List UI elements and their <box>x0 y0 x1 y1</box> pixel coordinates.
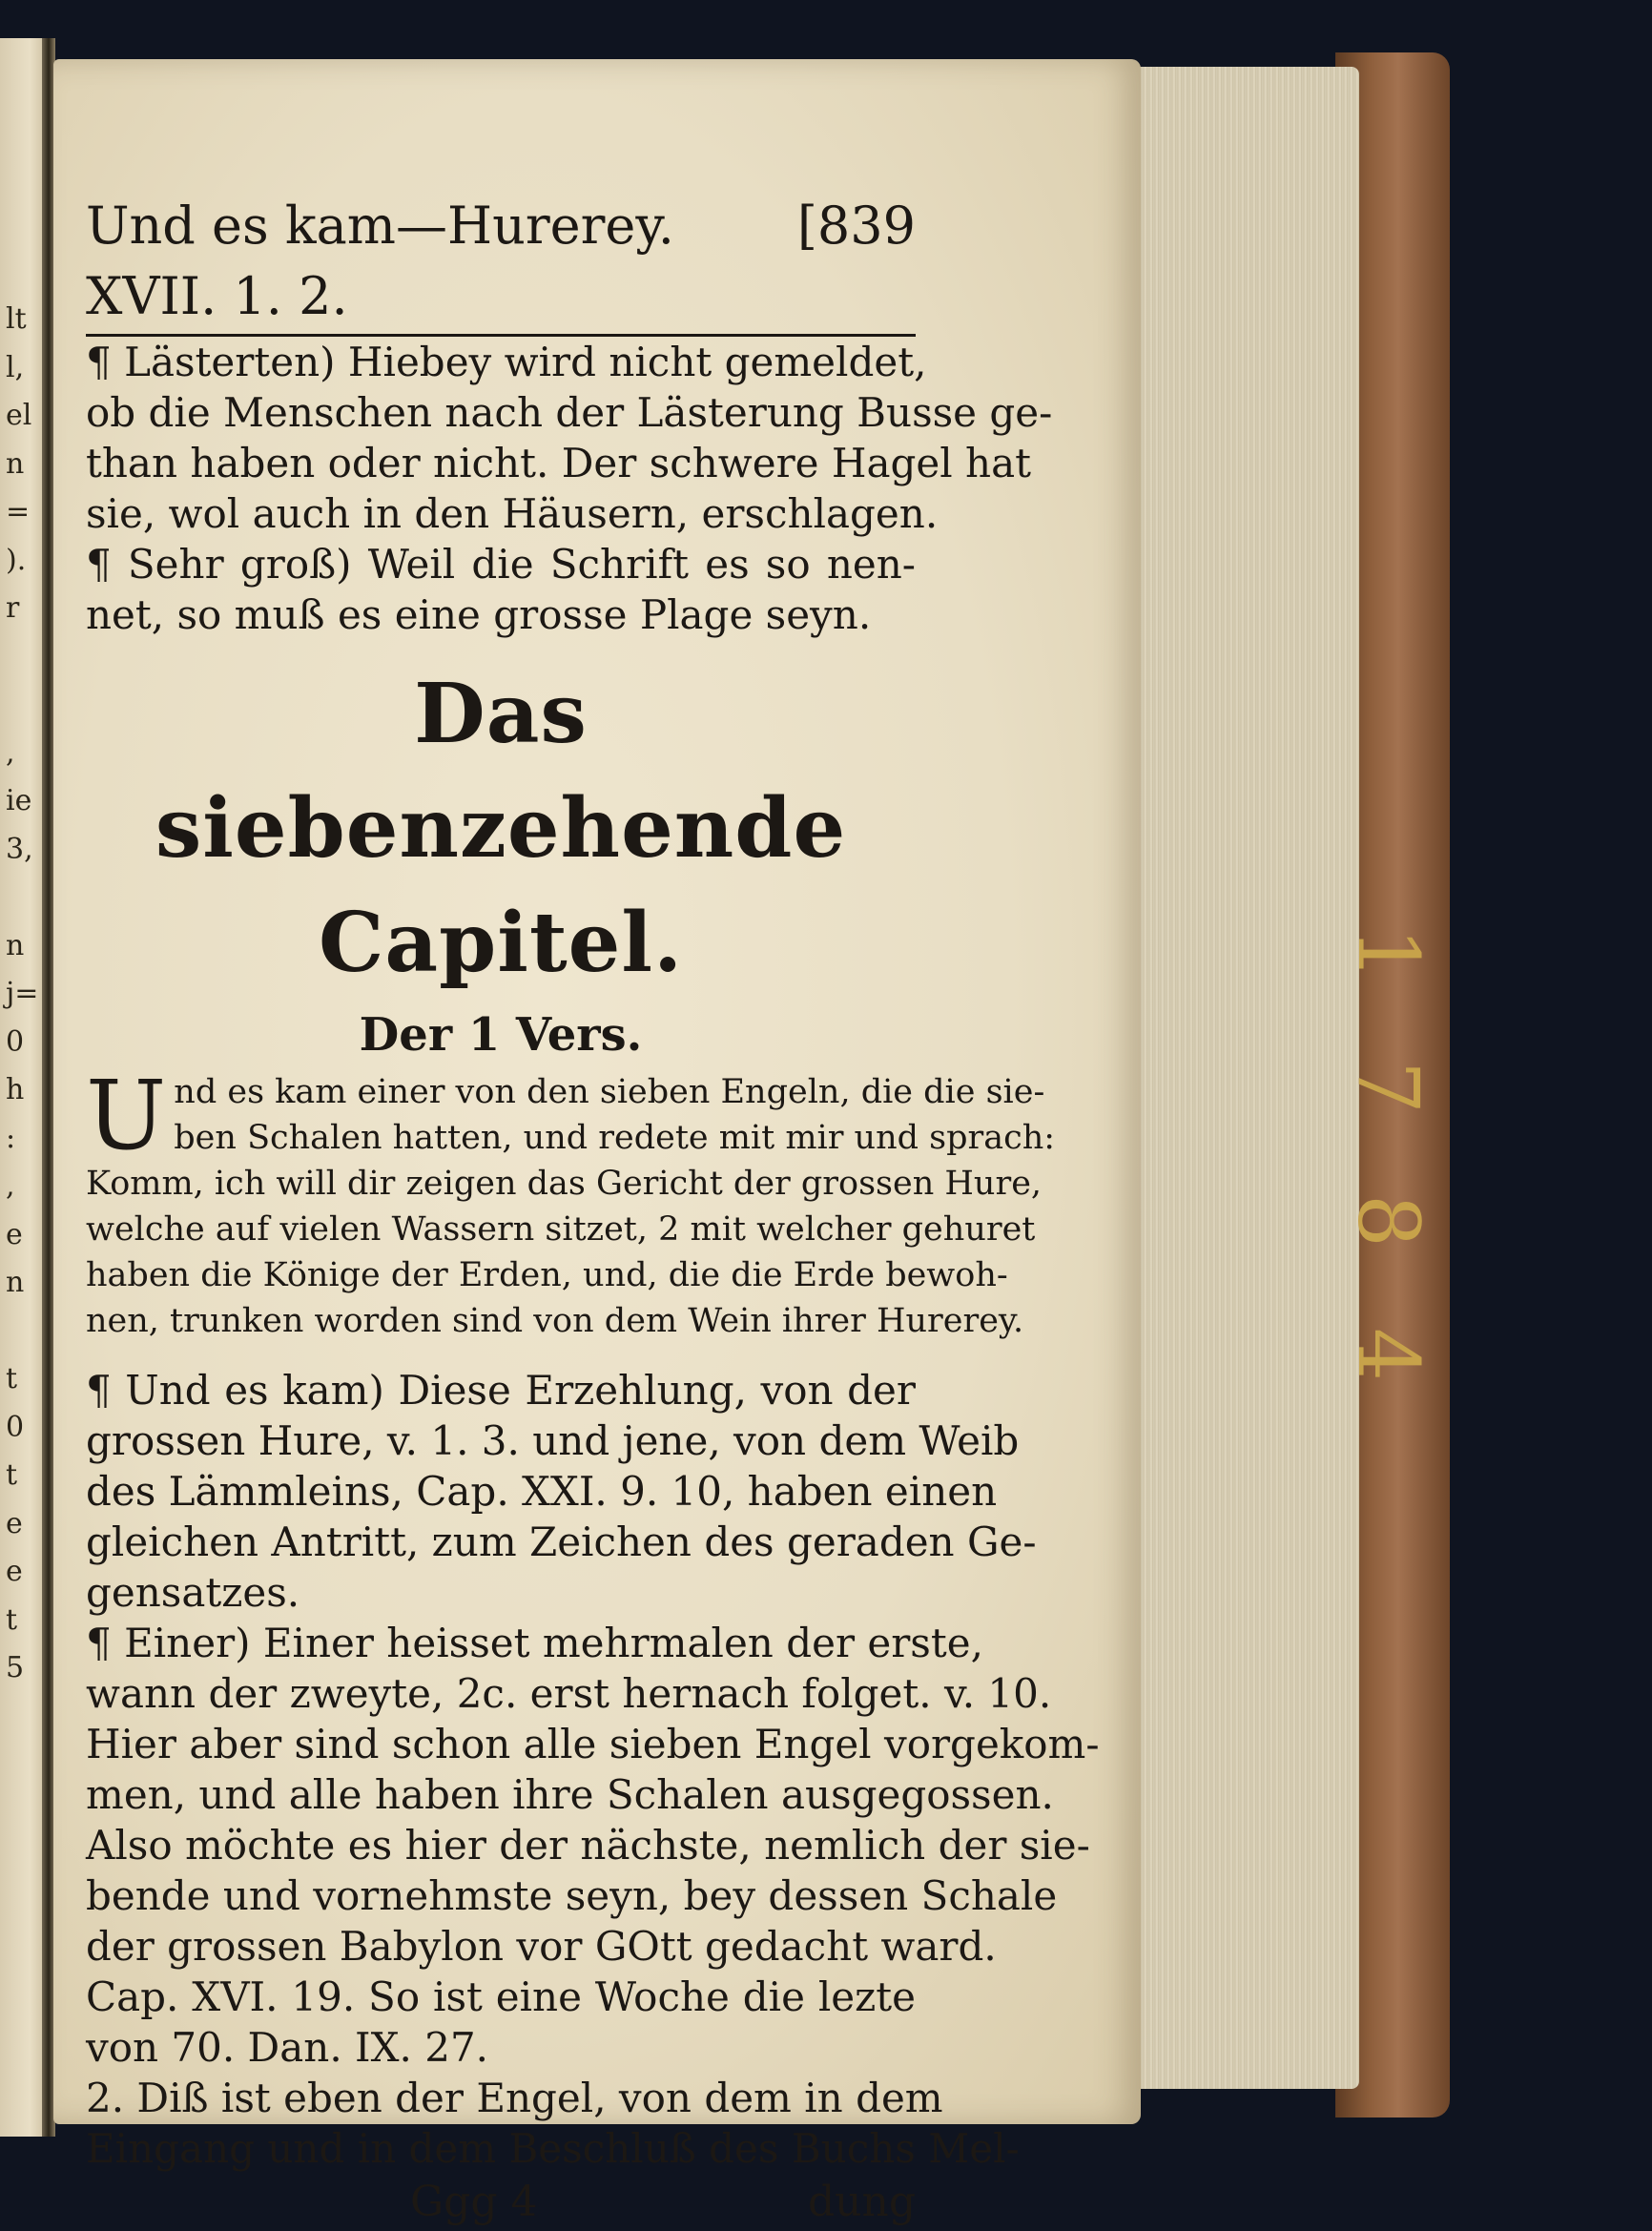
drop-cap: U <box>86 1060 167 1171</box>
verse-line: nd es kam einer von den sieben Engeln, die die sie- <box>174 1073 1045 1111</box>
text-line: sie, wol auch in den Häusern, erschlagen. <box>86 490 939 537</box>
verse-line: nen, trunken worden sind von dem Wein ihrer Hurerey. <box>86 1302 1024 1340</box>
running-head-title: Und es kam—Hurerey. XVII. 1. 2. <box>86 196 674 326</box>
text-line: ¶ Sehr groß) Weil die Schrift es so nen- <box>86 541 916 588</box>
spine-digit: 7 <box>1339 1061 1437 1114</box>
commentary <box>86 1365 1100 2174</box>
spine-digit: 8 <box>1339 1194 1437 1248</box>
facing-page-fragment: 0 <box>6 1024 25 1059</box>
facing-page-fragment: n <box>6 446 25 481</box>
facing-page-fragment: = <box>6 495 31 528</box>
text-line: net, so muß es eine grosse Plage seyn. <box>86 591 872 638</box>
verse-heading: Der 1 Vers. <box>359 1008 643 1062</box>
text-line: ¶ Lästerten) Hiebey wird nicht gemeldet, <box>86 339 927 385</box>
facing-page-fragment: t <box>6 1602 18 1637</box>
facing-page-fragment: j= <box>6 977 39 1010</box>
commentary-paragraph <box>86 1618 1100 2073</box>
facing-page-fragment: el <box>6 399 32 432</box>
spine-year-stamp <box>1339 887 1437 1421</box>
facing-page-fragment <box>6 633 44 682</box>
text-line: der grossen Babylon vor GOtt gedacht ward. <box>86 1923 997 1970</box>
verse-text <box>86 1060 1056 1344</box>
facing-page-fragment: n <box>6 928 25 962</box>
text-line: gensatzes. <box>86 1569 300 1616</box>
facing-page-fragment: ie <box>6 784 32 817</box>
facing-page-fragment: 3, <box>6 832 33 866</box>
text-line: Eingang und in dem Beschluß des Buchs Mel- <box>86 2125 1020 2172</box>
facing-page-fragment: e <box>6 1555 23 1588</box>
text-line: men, und alle haben ihre Schalen ausgegossen. <box>86 1771 1054 1818</box>
text-line: ob die Menschen nach der Lästerung Busse ge- <box>86 389 1053 436</box>
text-line: des Lämmleins, Cap. XXI. 9. 10, haben einen <box>86 1468 998 1515</box>
facing-page-fragment: n <box>6 1266 25 1299</box>
facing-page-fragment: , <box>6 1169 15 1203</box>
commentary-paragraph <box>86 337 1053 539</box>
page-footer <box>86 2174 916 2231</box>
intro-commentary <box>86 337 1053 640</box>
facing-page-fragment: e <box>6 1506 23 1540</box>
facing-page-fragment: t <box>6 1458 18 1492</box>
facing-page-fragment <box>6 681 44 730</box>
facing-page-fragment: 5 <box>6 1651 25 1684</box>
facing-page-fragment: h <box>6 1073 25 1106</box>
facing-page-fragment: : <box>6 1121 16 1155</box>
facing-page-fragment: , <box>6 735 15 770</box>
page-number: [839 <box>796 196 916 256</box>
text-line: Also möchte es hier der nächste, nemlich der sie- <box>86 1822 1090 1869</box>
text-line: Hier aber sind schon alle sieben Engel vorgekom- <box>86 1721 1100 1767</box>
text-line: Cap. XVI. 19. So ist eine Woche die lezte <box>86 1973 916 2020</box>
text-line: ¶ Einer) Einer heisset mehrmalen der erste, <box>86 1620 983 1666</box>
facing-page-fragment <box>6 874 44 922</box>
facing-page-text-fragments <box>6 296 44 1693</box>
text-line: grossen Hure, v. 1. 3. und jene, von dem Weib <box>86 1417 1020 1464</box>
verse-line: Komm, ich will dir zeigen das Gericht der grossen Hure, <box>86 1165 1043 1203</box>
facing-page-fragment: r <box>6 591 20 625</box>
text-line: gleichen Antritt, zum Zeichen des geraden Ge- <box>86 1518 1037 1565</box>
text-line: ¶ Und es kam) Diese Erzehlung, von der <box>86 1367 916 1414</box>
text-line: von 70. Dan. IX. 27. <box>86 2024 489 2071</box>
facing-page-fragment: ). <box>6 543 27 577</box>
verse-line: welche auf vielen Wassern sitzet, 2 mit welcher gehuret <box>86 1210 1036 1249</box>
commentary-paragraph <box>86 2073 1020 2174</box>
running-head <box>86 191 916 337</box>
facing-page-fragment <box>6 1308 44 1356</box>
facing-page-fragment: 0 <box>6 1410 25 1444</box>
signature-mark: Ggg 4 <box>410 2178 538 2226</box>
text-line: than haben oder nicht. Der schwere Hagel hat <box>86 440 1032 486</box>
page-text-block <box>86 191 1100 2231</box>
commentary-paragraph <box>86 1365 1037 1618</box>
commentary-paragraph <box>86 539 916 640</box>
facing-page-fragment: t <box>6 1362 18 1395</box>
verse-line: haben die Könige der Erden, und, die die Erde bewoh- <box>86 1256 1008 1294</box>
facing-page-fragment: l, <box>6 350 25 384</box>
text-line: 2. Diß ist eben der Engel, von dem in dem <box>86 2075 943 2121</box>
facing-page-fragment: e <box>6 1217 23 1251</box>
chapter-title: Das siebenzehende Capitel. <box>155 666 847 991</box>
text-line: wann der zweyte, 2c. erst hernach folget. v. 10. <box>86 1670 1052 1717</box>
spine-digit: 1 <box>1339 927 1437 981</box>
spine-digit: 4 <box>1339 1328 1437 1381</box>
catchword: dung <box>807 2178 916 2226</box>
text-line: bende und vornehmste seyn, bey dessen Schale <box>86 1872 1058 1919</box>
verse-line: ben Schalen hatten, und redete mit mir und sprach: <box>174 1119 1056 1157</box>
facing-page-fragment: lt <box>6 302 27 336</box>
